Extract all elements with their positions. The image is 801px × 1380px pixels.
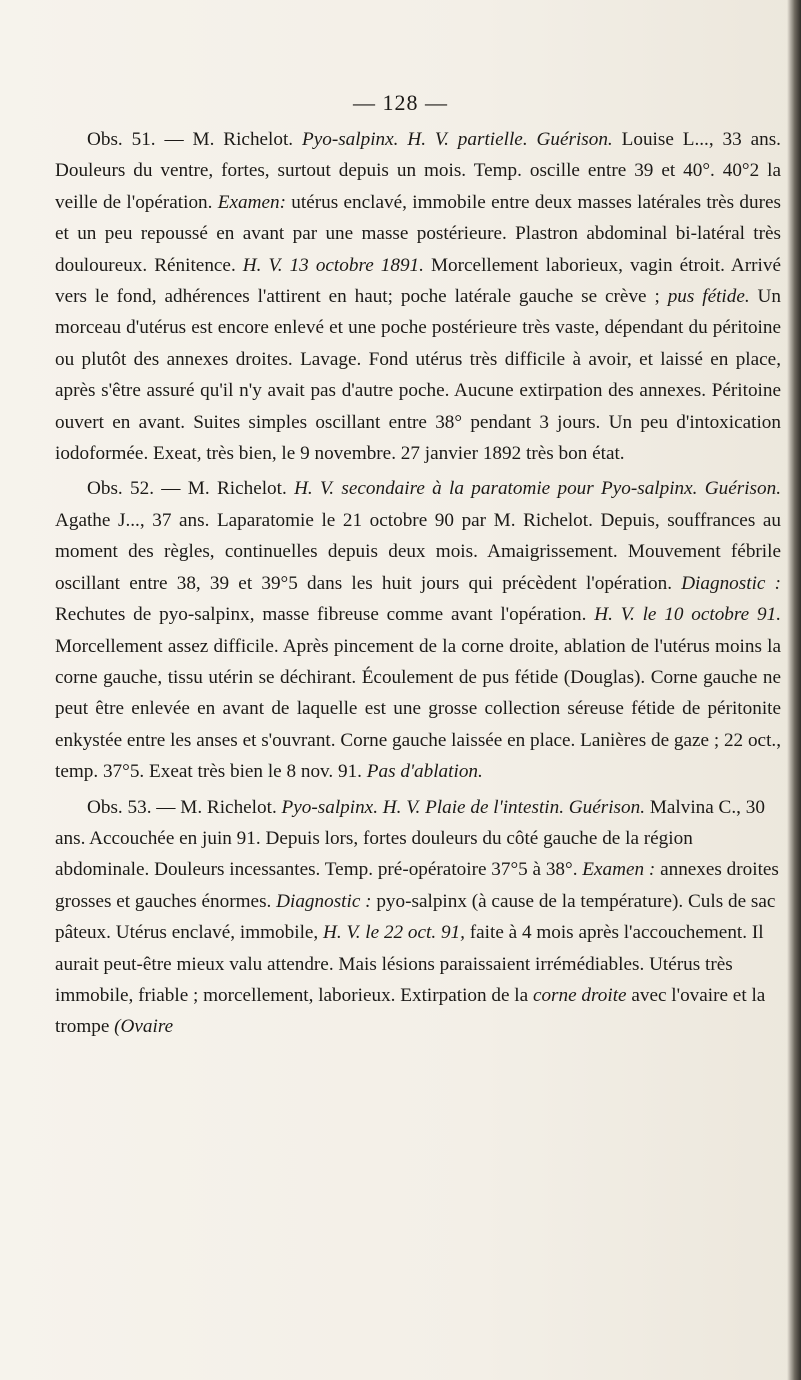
obs-53-part: Obs. 53. — M. Richelot. xyxy=(87,796,282,818)
obs-53-corne: corne droite xyxy=(532,984,627,1006)
obs-53-part: Malvina C., 30 ans. Accouchée en juin 91. Depuis lors, fortes douleurs du côté gauche de la région abdominale. Douleurs incessantes. Temp. pré-opératoire 37°5 à 38°. xyxy=(55,796,765,881)
obs-53-diagnostic-label: Diagnostic : xyxy=(276,890,372,912)
obs-52-title: H. V. secondaire à la paratomie pour Pyo-salpinx. Guérison. xyxy=(294,478,781,500)
page-number-header: — 128 — xyxy=(353,90,448,115)
obs-52-conclusion: Pas d'ablation. xyxy=(366,761,483,783)
obs-51-part: utérus enclavé, immobile entre deux masses latérales très dures et un peu repoussé en avant par une masse postérieure. Plastron abdominal bi-latéral très douloureux. Rénitence. xyxy=(55,191,781,276)
obs-52-part: Morcellement assez difficile. Après pincement de la corne droite, ablation de l'utérus moins la corne gauche, tissu utérin se déchirant. Écoulement de pus fétide (Douglas). Corne gauche ne peut être enlevée en avant de laquelle est une grosse collection séreuse fétide de péritonite enkystée entre les anses et s'ouvrant. Corne gauche laissée en place. Lanières de gaze ; 22 oct., temp. 37°5. Exeat très bien le 8 nov. 91. xyxy=(55,635,781,783)
obs-53-part: pyo-salpinx (à cause de la température). Culs de sac pâteux. Utérus enclavé, immobile, xyxy=(55,890,776,944)
observation-53 xyxy=(55,792,781,1043)
obs-51-title: Pyo-salpinx. H. V. partielle. Guérison. xyxy=(302,129,613,150)
obs-52-date: H. V. le 10 octobre 91. xyxy=(594,604,781,626)
obs-51-part: Obs. 51. — M. Richelot. xyxy=(87,129,302,150)
obs-51-pus: pus fétide. xyxy=(667,286,750,308)
page-edge-shadow xyxy=(787,0,801,1380)
obs-52-part: Rechutes de pyo-salpinx, masse fibreuse comme avant l'opération. xyxy=(55,604,595,626)
obs-51-part: Louise L..., 33 ans. Douleurs du ventre, fortes, surtout depuis un mois. Temp. oscille entre 39 et 40°. 40°2 la veille de l'opération. xyxy=(55,129,781,213)
obs-52-part: Agathe J..., 37 ans. Laparatomie le 21 octobre 90 par M. Richelot. Depuis, souffrances au moment des règles, continuelles depuis deux mois. Amaigrissement. Mouvement fébrile oscillant entre 38, 39 et 39°5 dans les huit jours qui précèdent l'opération. xyxy=(55,509,781,594)
obs-53-part: faite à 4 mois après l'accouchement. Il aurait peut-être mieux valu attendre. Mais lésions paraissaient irrémédiables. Utérus très immobile, friable ; morcellement, laborieux. Extirpation de la xyxy=(55,922,764,1006)
obs-51-part: Morcellement laborieux, vagin étroit. Arrivé vers le fond, adhérences l'attirent en haut; poche latérale gauche se crève ; xyxy=(55,254,781,308)
obs-53-part: avec l'ovaire et la trompe xyxy=(55,984,766,1038)
obs-53-part: annexes droites grosses et gauches énormes. xyxy=(55,859,779,912)
obs-52-part: Obs. 52. — M. Richelot. xyxy=(87,478,295,500)
obs-52-diagnostic-label: Diagnostic : xyxy=(681,572,781,594)
obs-53-title: Pyo-salpinx. H. V. Plaie de l'intestin. Guérison. xyxy=(281,796,646,818)
obs-51-part: Un morceau d'utérus est encore enlevé et une poche postérieure très vaste, dépendant du péritoine ou plutôt des annexes droites. Lavage. Fond utérus très difficile à avoir, et laissé en place, après s'être assuré qu'il n'y avait pas d'autre poche. Aucune extirpation des annexes. Péritoine ouvert en avant. Suites simples oscillant entre 38° pendant 3 jours. Un peu d'intoxication iodoformée. Exeat, très bien, le 9 novembre. 27 janvier 1892 très bon état. xyxy=(55,286,782,465)
obs-53-ovaire: (Ovaire xyxy=(114,1016,174,1038)
obs-53-examen-label: Examen : xyxy=(582,859,656,881)
obs-53-date: H. V. le 22 oct. 91, xyxy=(323,922,465,944)
observation-52 xyxy=(55,473,781,787)
observation-51 xyxy=(55,124,781,469)
obs-51-date: H. V. 13 octobre 1891. xyxy=(242,254,424,276)
observations-text xyxy=(55,124,781,1047)
obs-51-examen-label: Examen: xyxy=(217,191,286,213)
